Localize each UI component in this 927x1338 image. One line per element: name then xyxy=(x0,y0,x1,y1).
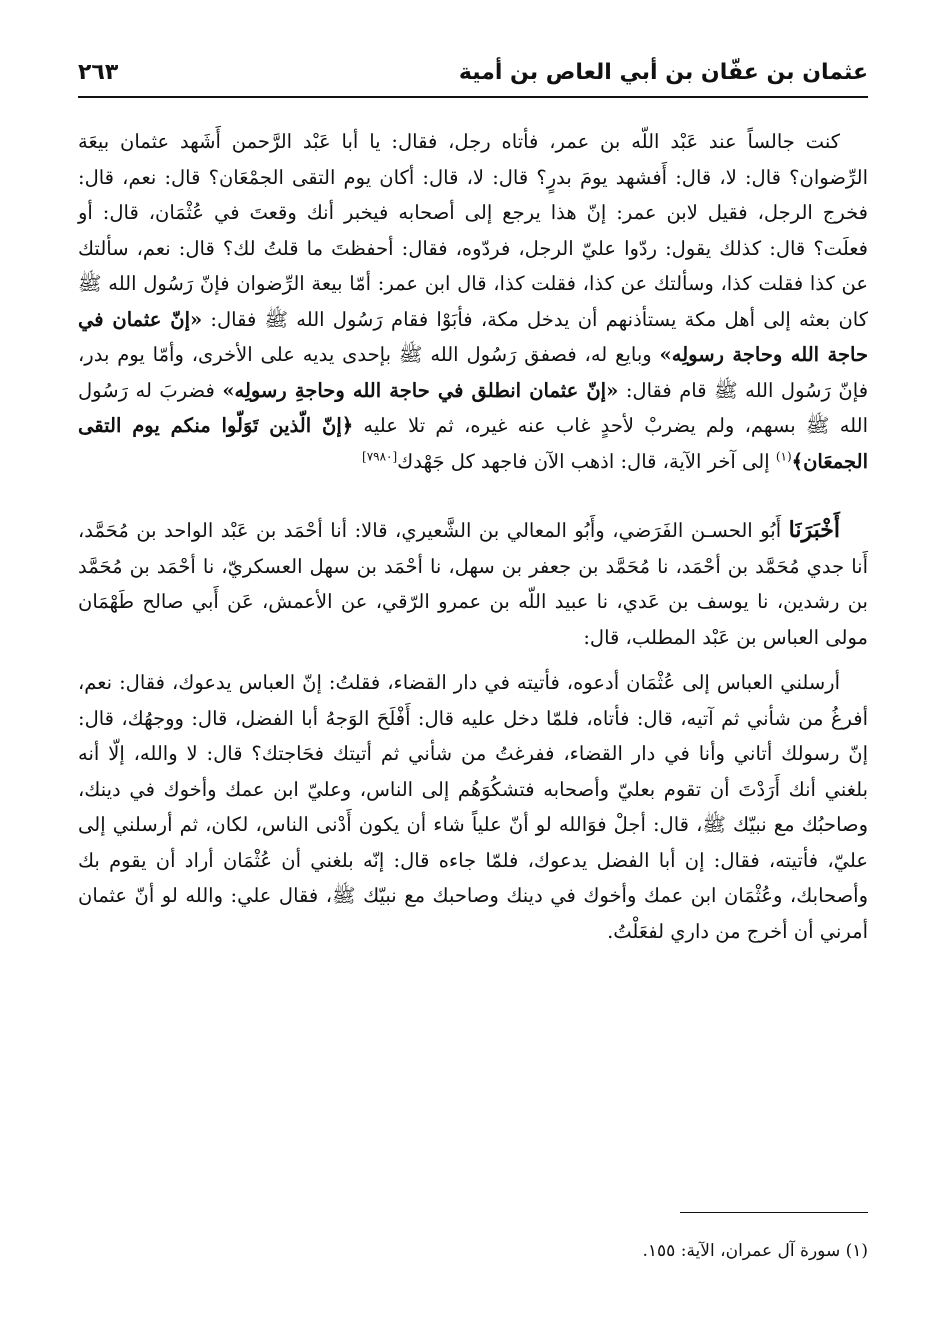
running-title: عثمان بن عفّان بن أبي العاص بن أمية xyxy=(458,60,868,85)
footnote-reference: (١) xyxy=(775,449,792,463)
prophetic-quote-2: «إنّ عثمان انطلق في حاجة الله وحاجةِ رسولِه» xyxy=(222,378,619,402)
prophetic-quote-1: «إنّ عثمان في حاجة الله وحاجة رسولِه» xyxy=(78,307,869,366)
paragraph-report xyxy=(78,665,868,949)
isnad-text: أَبُو الحسـن الفَرَضي، وأَبُو المعالي بن الشَّعيري، قالا: أنا أحْمَد بن عَبْد الواحد بن مُحَمَّد، أَنا جدي مُحَمَّد بن أحْمَد، نا مُحَمَّد بن جعفر بن سهل، نا أحْمَد بن سهل العسكريّ، نا أحْمَد بن مُحَمَّد بن رشدين، نا يوسف بن عَدي، نا عبيد اللّه بن عمرو الرّقي، عن الأعمش، عَن أَبي صالح طَهْمَان مولى العباس بن عَبْد المطلب، قال: xyxy=(78,519,868,649)
narration-text-3: فضربَ له رَسُول الله ﷺ بسهم، ولم يضربْ لأحدٍ غاب عنه غيره، ثم تلا عليه xyxy=(78,378,868,437)
footnote-text: (١) سورة آل عمران، الآية: ١٥٥. xyxy=(642,1241,868,1261)
hadith-number: [٧٩٨٠] xyxy=(362,449,398,463)
narration-text-4: إلى آخر الآية، قال: اذهب الآن فاجهد كل جَهْدك xyxy=(397,449,770,473)
running-header xyxy=(78,58,868,92)
header-rule xyxy=(78,96,868,98)
paragraph-narration xyxy=(78,124,868,479)
quran-verse: ﴿إنّ الّذين تَوَلّوا منكم يوم التقى الجمعَان﴾ xyxy=(78,414,868,473)
footnote xyxy=(78,1238,868,1264)
paragraph-isnad xyxy=(78,513,868,655)
report-text: أرسلني العباس إلى عُثْمَان أدعوه، فأتيته في دار القضاء، فقلتُ: إنّ العباس يدعوك، فقال: نعم، أفرغُ من شأني ثم آتيه، قال: فأتاه، فلمّا دخل عليه قال: أَفْلَحَ الوَجهُ أبا الفضل، قال: ووجهُك، قال: إنّ رسولك أتاني وأنا في دار القضاء، ففرغتُ من شأني ثم أتيتك فحَاجتك؟ قال: لا والله، إلّا أنه بلغني أنك أَرَدْتَ أن تقوم بعليّ وأصحابه فتشكُوَهُم إلى الناس، وعليّ ابن عمك وأخوك في دينك، وصاحبُك مع نبيّك ﷺ، قال: أجلْ فوَالله لو أنّ علياً شاء أن يكون أَدْنى الناس، لكان، ثم أرسلني إلى عليّ، فأتيته، فقال: إن أبا الفضل يدعوك، فلمّا جاءه قال: إنّه بلغني أن عُثْمَان أراد أن يقوم بك وأصحابك، وعُثْمَان ابن عمك وأخوك في دينك وصاحبك مع نبيّك ﷺ، فقال علي: والله لو أنّ عثمان أمرني أن أخرج من داري لفعَلْتُ. xyxy=(78,671,868,943)
main-text xyxy=(78,124,868,949)
isnad-lead-word: أَخْبَرَنَا xyxy=(788,517,840,543)
narration-text-2: وبايع له، فصفق رَسُول الله ﷺ بإحدى يديه على الأخرى، وأمّا يوم بدر، فإنّ رَسُول الله ﷺ قام فقال: xyxy=(78,343,869,402)
narration-text-1: كنت جالساً عند عَبْد اللّه بن عمر، فأتاه رجل، فقال: يا أبا عَبْد الرَّحمن أَشَهد عثمان بيعَة الرِّضوان؟ قال: لا، قال: أَفشهد يومَ بدرٍ؟ قال: لا، قال: أكان يوم التقى الجمْعَان؟ قال: نعم، قال: فخرج الرجل، فقيل لابن عمر: إنّ هذا يرجع إلى أصحابه فيخبر أنك وقعتَ في عُثْمَان، قال: أو فعلَت؟ قال: كذلك يقول: ردّوا عليّ الرجل، فردّوه، فقال: أحفظتَ ما قلتُ لك؟ قال: نعم، سألتك عن كذا فقلت كذا، وسألتك عن كذا، فقلت كذا، قال ابن عمر: أمّا بيعة الرِّضوان فإنّ رَسُول الله ﷺ كان بعثه إلى أهل مكة يستأذنهم أن يدخل مكة، فأبَوْا فقام رَسُول الله ﷺ فقال: xyxy=(78,130,868,331)
page-number: ٢٦٣ xyxy=(78,60,119,85)
footnote-rule xyxy=(680,1212,868,1213)
